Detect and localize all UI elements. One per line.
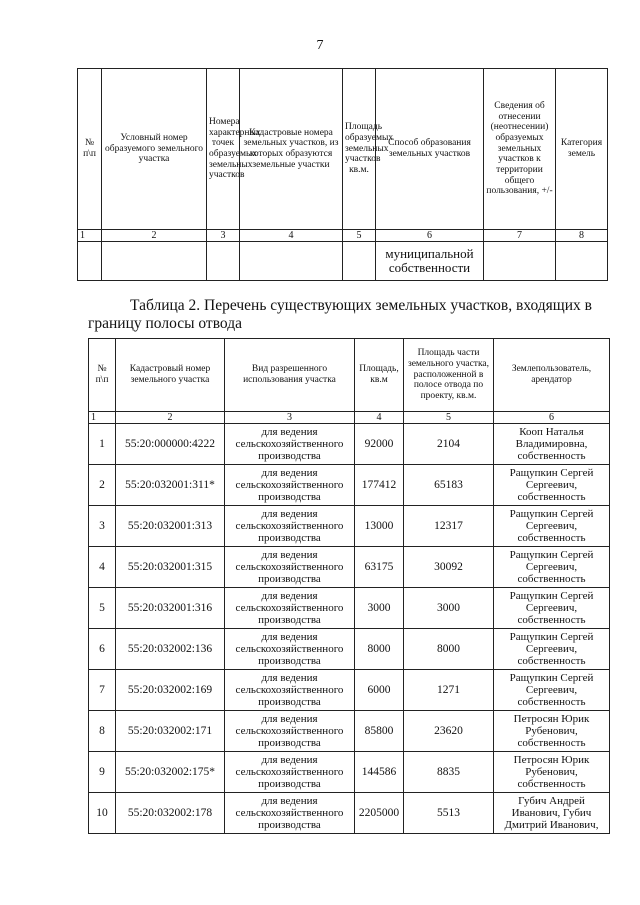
t1-header-num: № п\п	[78, 69, 102, 230]
land-user: Петросян Юрик Рубенович, собственность	[494, 711, 610, 752]
land-user: Ращупкин Сергей Сергеевич, собственность	[494, 670, 610, 711]
cadastral-number: 55:20:032002:169	[116, 670, 225, 711]
row-number: 9	[89, 752, 116, 793]
t1-colnum: 1	[78, 230, 102, 242]
table2-heading	[88, 297, 608, 333]
row-number: 2	[89, 465, 116, 506]
table1-number-row	[78, 230, 608, 242]
t2-colnum: 4	[355, 412, 404, 424]
land-user: Ращупкин Сергей Сергеевич, собственность	[494, 629, 610, 670]
t1-header-area: Площадь образуемых земельных участков кв.м.	[343, 69, 376, 230]
t1-cell	[207, 242, 240, 281]
permitted-use: для ведения сельскохозяйственного производства	[225, 752, 355, 793]
t2-header-cadastral: Кадастровый номер земельного участка	[116, 339, 225, 412]
plot-area: 8000	[355, 629, 404, 670]
t1-colnum: 2	[102, 230, 207, 242]
table2-body	[89, 424, 610, 834]
t1-cell-method: муниципальной собственности	[376, 242, 484, 281]
t1-cell	[484, 242, 556, 281]
table-row	[89, 506, 610, 547]
row-number: 3	[89, 506, 116, 547]
t1-colnum: 7	[484, 230, 556, 242]
existing-plots-table	[88, 338, 610, 834]
row-number: 6	[89, 629, 116, 670]
t1-colnum: 3	[207, 230, 240, 242]
table2-heading-line2: границу полосы отвода	[88, 314, 242, 332]
table-row	[89, 711, 610, 752]
part-area: 5513	[404, 793, 494, 834]
permitted-use: для ведения сельскохозяйственного производства	[225, 588, 355, 629]
row-number: 1	[89, 424, 116, 465]
table-row	[89, 629, 610, 670]
table1-row	[78, 242, 608, 281]
table-row	[89, 793, 610, 834]
t1-header-points: Номера характерных точек образуемых земельных участков	[207, 69, 240, 230]
part-area: 1271	[404, 670, 494, 711]
plot-area: 63175	[355, 547, 404, 588]
row-number: 4	[89, 547, 116, 588]
cadastral-number: 55:20:032002:178	[116, 793, 225, 834]
cadastral-number: 55:20:032001:313	[116, 506, 225, 547]
t1-header-category: Категория земель	[556, 69, 608, 230]
part-area: 8000	[404, 629, 494, 670]
t2-colnum: 2	[116, 412, 225, 424]
row-number: 5	[89, 588, 116, 629]
t1-cell	[102, 242, 207, 281]
t2-header-part-area: Площадь части земельного участка, расположенной в полосе отвода по проекту, кв.м.	[404, 339, 494, 412]
t1-header-public-use: Сведения об отнесении (неотнесении) образуемых земельных участков к территории общего пользования, +/-	[484, 69, 556, 230]
t1-cell	[343, 242, 376, 281]
permitted-use: для ведения сельскохозяйственного производства	[225, 670, 355, 711]
t2-colnum: 5	[404, 412, 494, 424]
plot-area: 144586	[355, 752, 404, 793]
t1-colnum: 4	[240, 230, 343, 242]
plot-area: 13000	[355, 506, 404, 547]
land-user: Ращупкин Сергей Сергеевич, собственность	[494, 547, 610, 588]
table-row	[89, 752, 610, 793]
t2-header-owner: Землепользователь, арендатор	[494, 339, 610, 412]
t2-colnum: 1	[89, 412, 116, 424]
table2-heading-line1: Таблица 2. Перечень существующих земельных участков, входящих в	[130, 297, 592, 314]
permitted-use: для ведения сельскохозяйственного производства	[225, 629, 355, 670]
part-area: 2104	[404, 424, 494, 465]
cadastral-number: 55:20:032001:316	[116, 588, 225, 629]
t2-header-num: № п\п	[89, 339, 116, 412]
t2-colnum: 3	[225, 412, 355, 424]
plot-area: 85800	[355, 711, 404, 752]
table-row	[89, 424, 610, 465]
cadastral-number: 55:20:032001:311*	[116, 465, 225, 506]
plot-area: 6000	[355, 670, 404, 711]
table2-header-row	[89, 339, 610, 412]
t1-cell	[240, 242, 343, 281]
row-number: 7	[89, 670, 116, 711]
part-area: 65183	[404, 465, 494, 506]
permitted-use: для ведения сельскохозяйственного производства	[225, 465, 355, 506]
cadastral-number: 55:20:032002:171	[116, 711, 225, 752]
permitted-use: для ведения сельскохозяйственного производства	[225, 547, 355, 588]
permitted-use: для ведения сельскохозяйственного производства	[225, 506, 355, 547]
t1-header-cadastral: Кадастровые номера земельных участков, из которых образуются земельные участки	[240, 69, 343, 230]
land-user: Ращупкин Сергей Сергеевич, собственность	[494, 506, 610, 547]
t2-header-area: Площадь, кв.м	[355, 339, 404, 412]
land-user: Кооп Наталья Владимировна, собственность	[494, 424, 610, 465]
t1-header-conditional-number: Условный номер образуемого земельного участка	[102, 69, 207, 230]
t1-colnum: 5	[343, 230, 376, 242]
plot-area: 92000	[355, 424, 404, 465]
permitted-use: для ведения сельскохозяйственного производства	[225, 424, 355, 465]
land-user: Ращупкин Сергей Сергеевич, собственность	[494, 588, 610, 629]
formed-plots-table	[77, 68, 608, 281]
part-area: 3000	[404, 588, 494, 629]
land-user: Петросян Юрик Рубенович, собственность	[494, 752, 610, 793]
t1-cell	[78, 242, 102, 281]
t2-header-use: Вид разрешенного использования участка	[225, 339, 355, 412]
table-row	[89, 465, 610, 506]
plot-area: 2205000	[355, 793, 404, 834]
t1-colnum: 8	[556, 230, 608, 242]
plot-area: 177412	[355, 465, 404, 506]
table-row	[89, 670, 610, 711]
t1-colnum: 6	[376, 230, 484, 242]
part-area: 12317	[404, 506, 494, 547]
row-number: 8	[89, 711, 116, 752]
part-area: 8835	[404, 752, 494, 793]
row-number: 10	[89, 793, 116, 834]
table-row	[89, 588, 610, 629]
land-user: Губич Андрей Иванович, Губич Дмитрий Иванович,	[494, 793, 610, 834]
part-area: 23620	[404, 711, 494, 752]
part-area: 30092	[404, 547, 494, 588]
cadastral-number: 55:20:000000:4222	[116, 424, 225, 465]
permitted-use: для ведения сельскохозяйственного производства	[225, 711, 355, 752]
land-user: Ращупкин Сергей Сергеевич, собственность	[494, 465, 610, 506]
table2-number-row	[89, 412, 610, 424]
permitted-use: для ведения сельскохозяйственного производства	[225, 793, 355, 834]
table-row	[89, 547, 610, 588]
plot-area: 3000	[355, 588, 404, 629]
cadastral-number: 55:20:032002:136	[116, 629, 225, 670]
cadastral-number: 55:20:032002:175*	[116, 752, 225, 793]
t2-colnum: 6	[494, 412, 610, 424]
t1-header-method: Способ образования земельных участков	[376, 69, 484, 230]
page-number: 7	[316, 38, 324, 53]
t1-cell	[556, 242, 608, 281]
table1-header-row	[78, 69, 608, 230]
cadastral-number: 55:20:032001:315	[116, 547, 225, 588]
